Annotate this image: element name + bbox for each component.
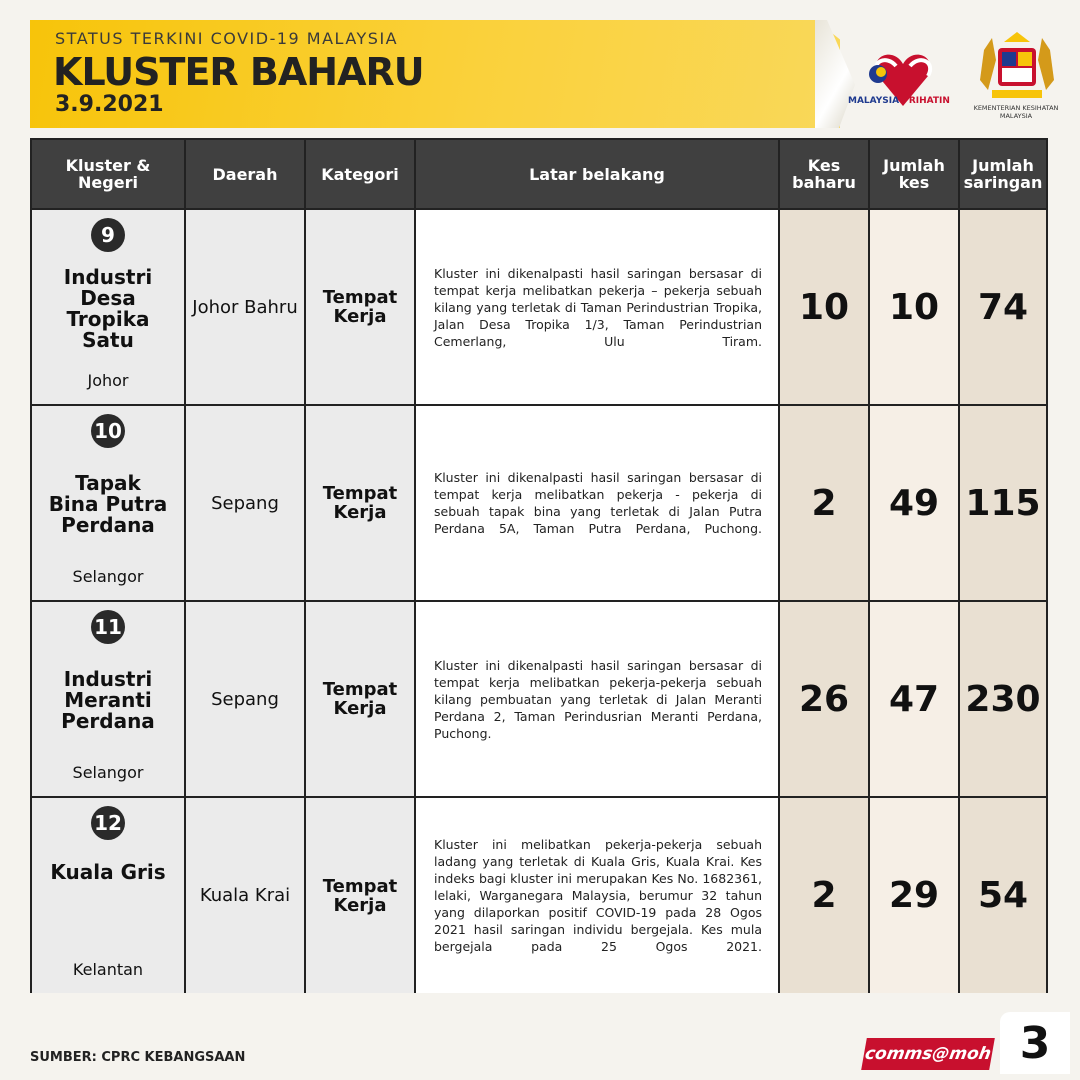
background-text: Kluster ini melibatkan pekerja-pekerja sebuah ladang yang terletak di Kuala Gris, Kuala Krai. Kes indeks bagi kluster ini merupakan Kes No. 1682361, lelaki, Warganegara Malaysia, berumur 32 tahun yang dilaporkan positif COVID-19 pada 28 Ogos 2021 hasil saringan individu bergejala. Kes mula bergejala pada 25 Ogos 2021. [434,837,762,954]
total-screened-cell: 115 [960,406,1046,602]
header-new-cases: Kes baharu [780,140,870,210]
header-total-screened: Jumlah saringan [960,140,1046,210]
total-screened-cell: 54 [960,798,1046,993]
district-cell: Johor Bahru [186,210,306,406]
total-screened-cell: 230 [960,602,1046,798]
cluster-cell [32,406,186,602]
category-cell: Tempat Kerja [306,406,416,602]
malaysia-prihatin-text: MALAYSIA PRIHATIN [848,96,950,106]
new-cases-cell: 26 [780,602,870,798]
background-cell [416,406,780,602]
total-cases-cell: 49 [870,406,960,602]
cluster-state: Johor [87,371,129,390]
header-category: Kategori [306,140,416,210]
cluster-name: Kuala Gris [50,859,166,884]
cluster-cell [32,602,186,798]
cluster-state: Kelantan [72,960,144,979]
header-total-cases: Jumlah kes [870,140,960,210]
kkm-logo-text: KEMENTERIAN KESIHATAN MALAYSIA [973,104,1059,120]
report-date: 3.9.2021 [55,92,164,117]
background-cell [416,602,780,798]
total-cases-cell: 10 [870,210,960,406]
page-title: KLUSTER BAHARU [53,50,424,94]
header-district: Daerah [186,140,306,210]
comms-moh-tag: comms@moh [861,1038,995,1070]
category-cell: Tempat Kerja [306,210,416,406]
total-screened-cell: 74 [960,210,1046,406]
cluster-state: Selangor [72,567,144,586]
new-cases-cell: 2 [780,406,870,602]
district-cell: Sepang [186,406,306,602]
page-number: 3 [1000,1012,1070,1074]
new-cases-cell: 2 [780,798,870,993]
total-cases-cell: 47 [870,602,960,798]
total-cases-cell: 29 [870,798,960,993]
cluster-cell [32,210,186,406]
category-cell: Tempat Kerja [306,602,416,798]
cluster-name: Industri Meranti Perdana [61,667,155,733]
background-text: Kluster ini dikenalpasti hasil saringan bersasar di tempat kerja melibatkan pekerja – pekerja sebuah kilang yang terletak di Taman Perindustrian Tropika, Jalan Desa Tropika 1/3, Taman Perindustrian Cemerlang, Ulu Tiram. [434,265,762,349]
background-text: Kluster ini dikenalpasti hasil saringan bersasar di tempat kerja melibatkan pekerja - pekerja di sebuah tapak bina yang terletak di Jalan Putra Perdana 5A, Taman Putra Perdana, Puchong. [434,470,762,536]
new-cases-cell: 10 [780,210,870,406]
cluster-number-badge: 12 [91,806,125,840]
cluster-number-badge: 10 [91,414,125,448]
background-cell [416,798,780,993]
header-cluster-state: Kluster & Negeri [32,140,186,210]
cluster-number-badge: 11 [91,610,125,644]
header-subtitle: STATUS TERKINI COVID-19 MALAYSIA [55,29,399,48]
source-credit: SUMBER: CPRC KEBANGSAAN [30,1050,246,1065]
kkm-crest-logo [974,30,1060,102]
district-cell: Kuala Krai [186,798,306,993]
cluster-name: Tapak Bina Putra Perdana [48,471,168,537]
cluster-state: Selangor [72,763,144,782]
category-cell: Tempat Kerja [306,798,416,993]
background-cell [416,210,780,406]
cluster-name: Industri Desa Tropika Satu [63,264,153,352]
district-cell: Sepang [186,602,306,798]
clusters-table [30,138,1048,993]
cluster-cell [32,798,186,993]
header-background: Latar belakang [416,140,780,210]
background-text: Kluster ini dikenalpasti hasil saringan bersasar di tempat kerja melibatkan pekerja-pekerja sebuah kilang pembuatan yang terletak di Jalan Meranti Perdana 2, Taman Perindusrian Meranti Perdana, Puchong. [434,657,762,741]
cluster-number-badge: 9 [91,218,125,252]
